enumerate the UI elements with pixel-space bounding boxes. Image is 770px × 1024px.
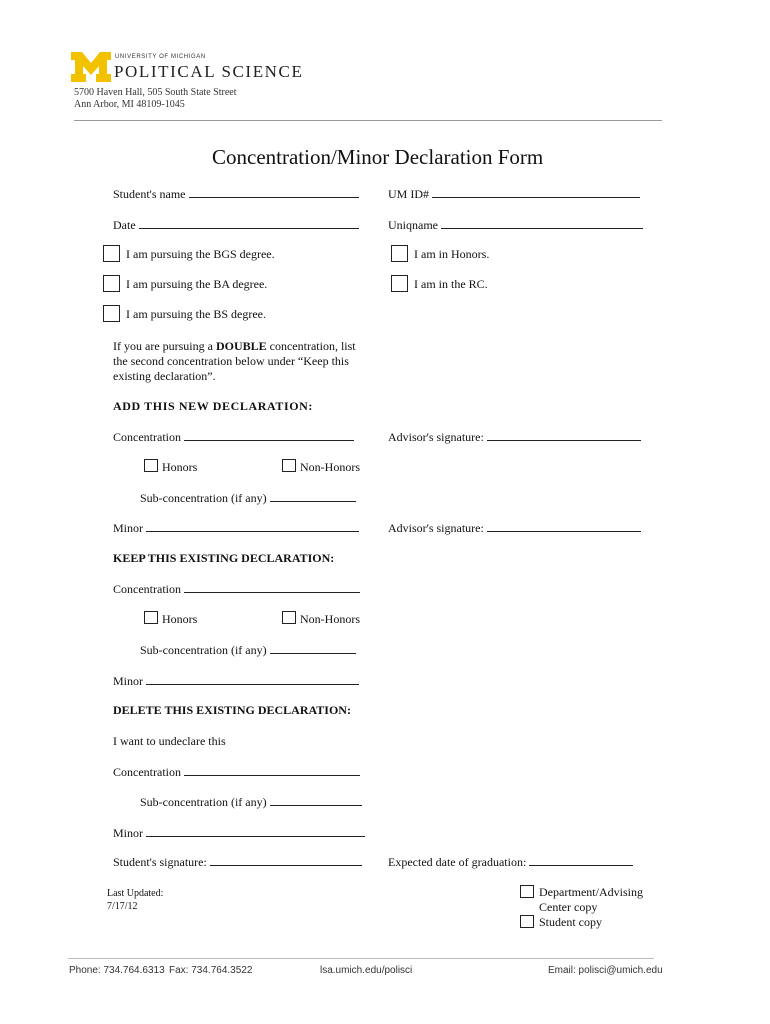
add-advisor-signature-field[interactable]: Advisor's signature: — [388, 429, 641, 445]
add-honors-checkbox[interactable] — [144, 459, 158, 472]
student-copy-label: Student copy — [539, 915, 602, 929]
header-divider — [74, 120, 662, 121]
address-line-2: Ann Arbor, MI 48109-1045 — [74, 99, 185, 110]
delete-subconcentration-field[interactable]: Sub-concentration (if any) — [140, 794, 362, 810]
add-minor-field[interactable]: Minor — [113, 520, 359, 536]
add-non-honors-label: Non-Honors — [300, 460, 360, 474]
keep-subconcentration-field[interactable]: Sub-concentration (if any) — [140, 642, 356, 658]
uniqname-field[interactable] — [388, 217, 643, 233]
student-signature-field[interactable]: Student's signature: — [113, 854, 362, 870]
ba-label: I am pursuing the BA degree. — [126, 277, 268, 291]
address-line-1: 5700 Haven Hall, 505 South State Street — [74, 87, 237, 98]
last-updated-label: Last Updated: — [107, 888, 164, 899]
delete-section-heading: DELETE THIS EXISTING DECLARATION: — [113, 703, 351, 717]
university-name: UNIVERSITY OF MICHIGAN — [115, 54, 206, 60]
student-name-field[interactable] — [113, 186, 359, 202]
double-emphasis: DOUBLE — [215, 339, 267, 353]
add-non-honors-checkbox[interactable] — [282, 459, 296, 472]
graduation-date-field[interactable]: Expected date of graduation: — [388, 854, 633, 870]
delete-intro: I want to undeclare this — [113, 734, 226, 748]
add-minor-advisor-signature-field[interactable]: Advisor's signature: — [388, 520, 641, 536]
student-name-label: Student's name — [113, 187, 186, 201]
bgs-label: I am pursuing the BGS degree. — [126, 247, 275, 261]
keep-honors-checkbox[interactable] — [144, 611, 158, 624]
add-concentration-field[interactable]: Concentration — [113, 429, 354, 445]
delete-concentration-field[interactable]: Concentration — [113, 764, 360, 780]
department-copy-label-2: Center copy — [539, 900, 598, 914]
keep-non-honors-label: Non-Honors — [300, 612, 360, 626]
footer-website[interactable]: lsa.umich.edu/polisci — [320, 965, 413, 976]
form-title: Concentration/Minor Declaration Form — [212, 145, 544, 169]
last-updated-date: 7/17/12 — [107, 901, 138, 912]
ba-checkbox[interactable] — [103, 275, 120, 292]
keep-minor-field[interactable]: Minor — [113, 673, 359, 689]
date-field[interactable] — [113, 217, 359, 233]
student-copy-checkbox[interactable] — [520, 915, 534, 928]
keep-section-heading: KEEP THIS EXISTING DECLARATION: — [113, 551, 335, 565]
delete-minor-field[interactable]: Minor — [113, 825, 365, 841]
keep-honors-label: Honors — [162, 612, 198, 626]
footer-fax: Fax: 734.764.3522 — [169, 965, 253, 976]
footer-email[interactable]: Email: polisci@umich.edu — [548, 965, 663, 976]
footer-divider — [68, 958, 654, 959]
department-copy-checkbox[interactable] — [520, 885, 534, 898]
uniqname-label: Uniqname — [388, 218, 438, 232]
honors-status-checkbox[interactable] — [391, 245, 408, 262]
keep-non-honors-checkbox[interactable] — [282, 611, 296, 624]
department-name: POLITICAL SCIENCE — [114, 62, 304, 81]
rc-checkbox[interactable] — [391, 275, 408, 292]
rc-label: I am in the RC. — [414, 277, 488, 291]
double-note-line-1: If you are pursuing a DOUBLE concentration, list — [113, 339, 356, 353]
bgs-checkbox[interactable] — [103, 245, 120, 262]
date-label: Date — [113, 218, 136, 232]
add-section-heading: ADD THIS NEW DECLARATION: — [113, 399, 314, 413]
um-block-m-logo — [71, 52, 111, 82]
add-honors-label: Honors — [162, 460, 198, 474]
department-copy-label-1: Department/Advising — [539, 885, 643, 899]
footer-phone: Phone: 734.764.6313 — [69, 965, 165, 976]
double-note-line-3: existing declaration”. — [113, 369, 216, 383]
honors-status-label: I am in Honors. — [414, 247, 490, 261]
um-id-label: UM ID# — [388, 187, 429, 201]
bs-label: I am pursuing the BS degree. — [126, 307, 266, 321]
double-note-line-2: the second concentration below under “Keep this — [113, 354, 349, 368]
um-id-field[interactable] — [388, 186, 640, 202]
add-subconcentration-field[interactable]: Sub-concentration (if any) — [140, 490, 356, 506]
bs-checkbox[interactable] — [103, 305, 120, 322]
keep-concentration-field[interactable]: Concentration — [113, 581, 360, 597]
